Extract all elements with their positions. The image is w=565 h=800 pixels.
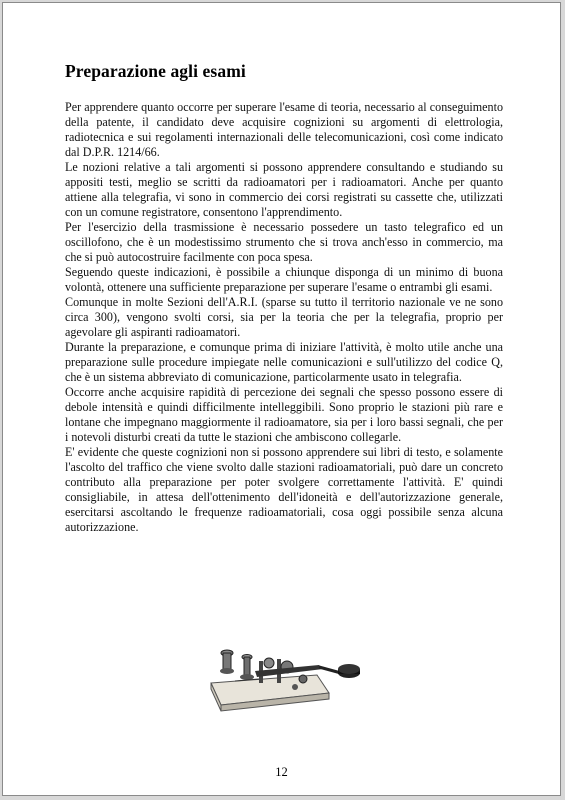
document-page bbox=[2, 2, 561, 796]
paragraph: Per l'esercizio della trasmissione è necessario possedere un tasto telegrafico ed un oscillofono, che è un modestissimo strumento che si trova anch'esso in commercio, ma che si può autocostruire facilmente con poca spesa. bbox=[65, 220, 503, 264]
paragraph: Occorre anche acquisire rapidità di percezione dei segnali che spesso possono essere di debole intensità e quindi difficilmente intelleggibili. Sono proprio le stazioni più rare e lontane che impegnano maggiormente il radioamatore, sia per i loro bassi segnali, che per i notevoli disturbi creati da tutte le stazioni che ambiscono collegarle. bbox=[65, 385, 503, 444]
paragraph: Seguendo queste indicazioni, è possibile a chiunque disponga di un minimo di buona volontà, ottenere una sufficiente preparazione per superare l'esame o entrambi gli esami. bbox=[65, 265, 503, 294]
telegraph-key-figure bbox=[199, 631, 369, 717]
paragraph: Le nozioni relative a tali argomenti si possono apprendere consultando e studiando su appositi testi, meglio se scritti da radioamatori per i radioamatori. Anche per quanto attiene alla telegrafia, vi sono in commercio dei corsi registrati su cassette che, utilizzati con un comune registratore, consentono l'apprendimento. bbox=[65, 160, 503, 219]
paragraph: Per apprendere quanto occorre per superare l'esame di teoria, necessario al conseguimento della patente, il candidato deve acquisire cognizioni su argomenti di elettrologia, radiotecnica e sui regolamenti internazionali delle telecomunicazioni, così come indicato dal D.P.R. 1214/66. bbox=[65, 100, 503, 159]
page-title: Preparazione agli esami bbox=[65, 61, 246, 81]
paragraph: E' evidente che queste cognizioni non si possono apprendere sui libri di testo, e solamente l'ascolto del traffico che viene svolto dalle stazioni radioamatoriali, può dare un concreto contributo alla preparazione per poter svolgere correttamente l'attività. E' quindi consigliabile, in attesa dell'ottenimento dell'idoneità e dell'autorizzazione generale, esercitarsi ascoltando le frequenze radioamatoriali, cosa oggi possibile senza alcuna autorizzazione. bbox=[65, 445, 503, 534]
telegraph-key-icon bbox=[199, 631, 369, 717]
paragraph: Comunque in molte Sezioni dell'A.R.I. (sparse su tutto il territorio nazionale ve ne sono circa 300), vengono svolti corsi, sia per la teoria che per la telegrafia, proprio per agevolare gli aspiranti radioamatori. bbox=[65, 295, 503, 339]
paragraph: Durante la preparazione, e comunque prima di iniziare l'attività, è molto utile anche una preparazione sulle procedure impiegate nelle comunicazioni e sull'utilizzo del codice Q, che è un sistema abbreviato di comunicazione, particolarmente usato in telegrafia. bbox=[65, 340, 503, 384]
body-text bbox=[65, 100, 503, 535]
page-number: 12 bbox=[275, 765, 288, 779]
